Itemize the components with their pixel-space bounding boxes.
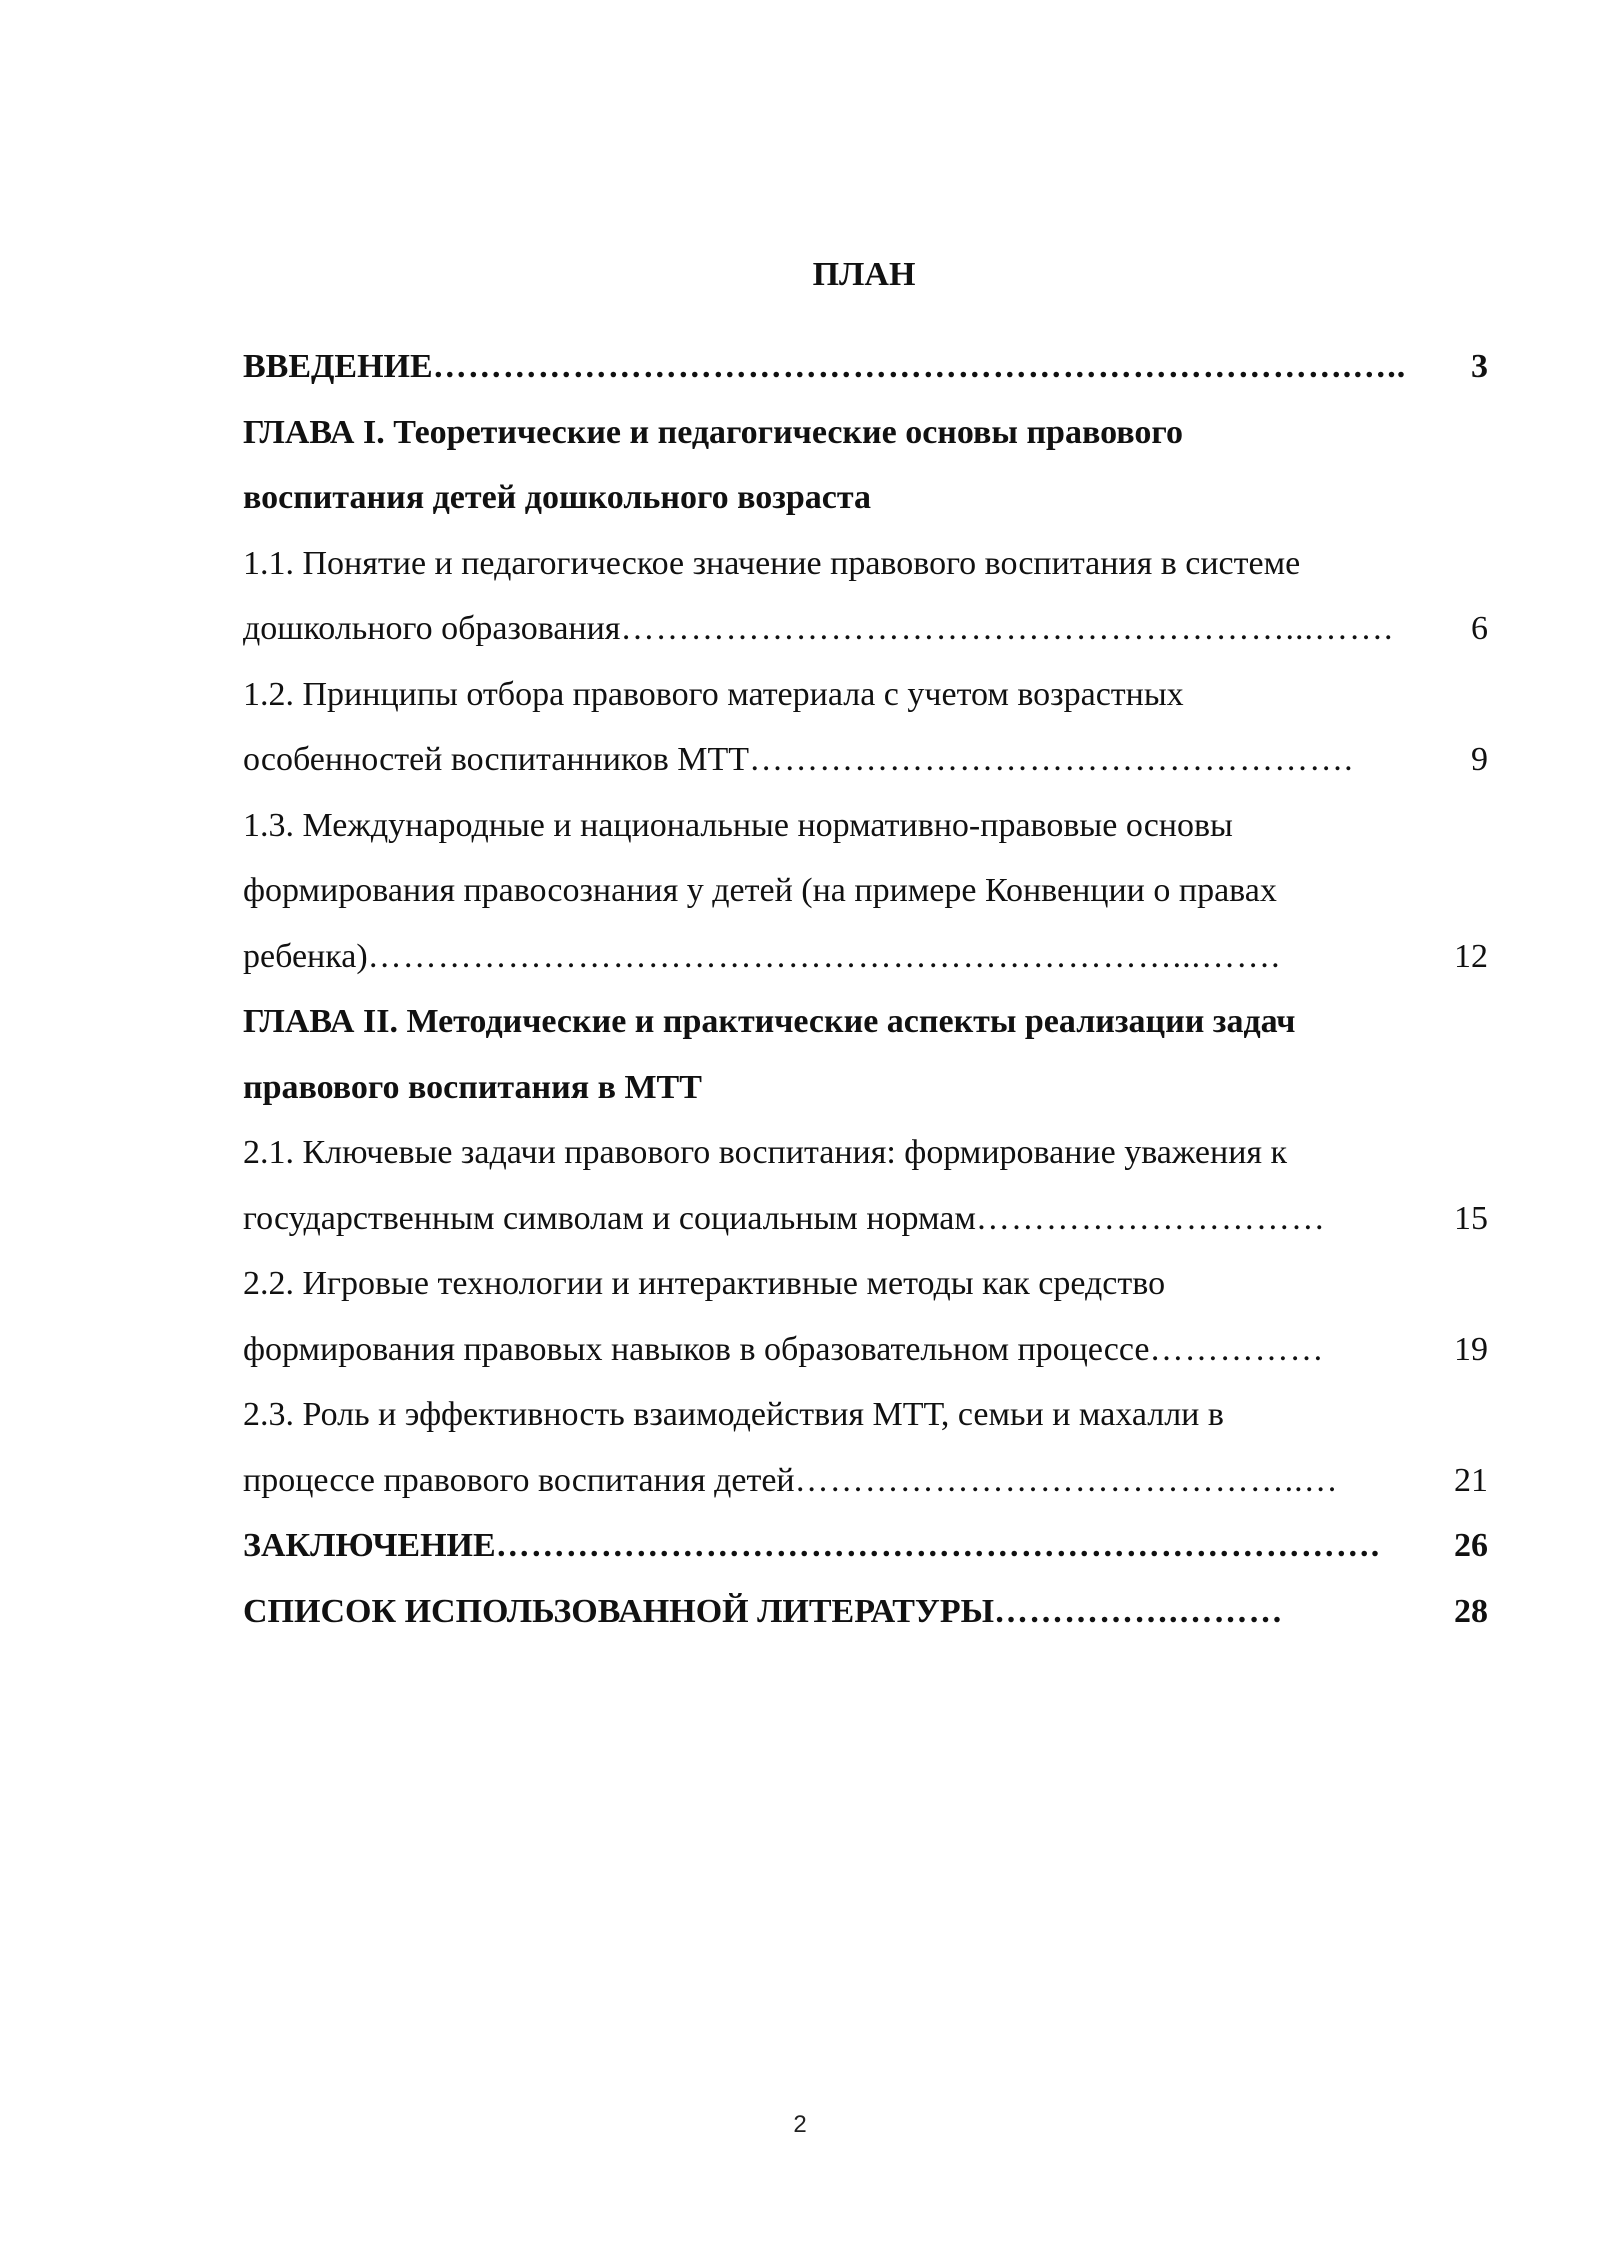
toc-page-number: 15: [1454, 1199, 1488, 1237]
toc-dot-leader: …………………………: [975, 1199, 1326, 1237]
toc-entry: [243, 1579, 1488, 1645]
toc-entry-last-line: [243, 1317, 1488, 1383]
toc-entry-last-line: [243, 1513, 1488, 1579]
toc-entry-title: дошкольного образования: [243, 610, 621, 647]
toc-entry-last-line: [243, 1448, 1488, 1514]
toc-page-number: 3: [1471, 348, 1488, 385]
toc-entry-line: формирования правосознания у детей (на примере Конвенции о правах: [243, 872, 1277, 909]
toc-entry-title: правового воспитания в МТТ: [243, 1068, 702, 1106]
toc-entry-title: государственным символам и социальным нормам: [243, 1199, 976, 1237]
toc-entry-title: процессе правового воспитания детей: [243, 1461, 795, 1499]
toc-dot-leader: …………………………………………………...…….: [620, 610, 1394, 647]
toc-page-number: 12: [1454, 937, 1488, 975]
toc-dot-leader: ………………………………………………………………….: [495, 1527, 1381, 1564]
toc-page-number: 26: [1454, 1527, 1488, 1564]
toc-entry-last-line: [243, 465, 1488, 531]
toc-entry-last-line: [243, 334, 1488, 400]
toc-entry-title: СПИСОК ИСПОЛЬЗОВАННОЙ ЛИТЕРАТУРЫ: [243, 1592, 994, 1630]
toc-dot-leader: ……………………………………………………………...…….: [367, 937, 1281, 975]
toc-entry-title: особенностей воспитанников МТТ: [243, 741, 750, 778]
toc-entry: [243, 1120, 1488, 1251]
toc-dot-leader: …………….………: [994, 1592, 1284, 1630]
toc-entry: [243, 334, 1488, 400]
toc-entry: [243, 400, 1488, 531]
toc-entry-last-line: [243, 1579, 1488, 1645]
toc-entry: [243, 662, 1488, 793]
toc-entry-line: 2.3. Роль и эффективность взаимодействия МТТ, семьи и махалли в: [243, 1396, 1224, 1433]
toc-entry-last-line: [243, 1186, 1488, 1252]
page-title: ПЛАН: [812, 256, 916, 293]
toc-page-number: 6: [1471, 610, 1488, 647]
page-number: 2: [793, 2111, 807, 2138]
toc-entry-line: ГЛАВА II. Методические и практические аспекты реализации задач: [243, 1003, 1296, 1040]
toc-page-number: 9: [1471, 741, 1488, 778]
toc-entry: [243, 1513, 1488, 1579]
toc-entry: [243, 1382, 1488, 1513]
toc-entry-line: 2.2. Игровые технологии и интерактивные методы как средство: [243, 1265, 1166, 1302]
toc-entry-title: ЗАКЛЮЧЕНИЕ: [243, 1527, 496, 1564]
toc-entry-last-line: [243, 727, 1488, 793]
toc-page-number: 28: [1454, 1592, 1488, 1630]
toc-entry-last-line: [243, 596, 1488, 662]
toc-entry-last-line: [243, 924, 1488, 990]
toc-entry-line: 1.3. Международные и национальные нормативно-правовые основы: [243, 806, 1233, 844]
toc-dot-leader: …………………………………………………………………….…..: [432, 348, 1407, 385]
toc-entry-line: ГЛАВА I. Теоретические и педагогические основы правового: [243, 413, 1183, 451]
toc-entry-line: 1.2. Принципы отбора правового материала с учетом возрастных: [243, 675, 1184, 713]
toc-dot-leader: ……………: [1149, 1330, 1325, 1368]
toc-entry-line: 2.1. Ключевые задачи правового воспитания: формирование уважения к: [243, 1134, 1288, 1171]
toc-entry-title: формирования правовых навыков в образовательном процессе: [243, 1330, 1150, 1368]
toc-entry-line: 1.1. Понятие и педагогическое значение правового воспитания в системе: [243, 544, 1301, 582]
toc-entry-title: ребенка): [243, 937, 368, 975]
toc-dot-leader: ……………………………………..…: [794, 1461, 1339, 1499]
toc-entry-last-line: [243, 1055, 1488, 1121]
toc-entry-title: воспитания детей дошкольного возраста: [243, 479, 872, 516]
toc-entry: [243, 989, 1488, 1120]
toc-page-number: 21: [1454, 1461, 1488, 1499]
toc-entry: [243, 793, 1488, 990]
toc-dot-leader: …………………………………………….: [749, 741, 1354, 778]
toc-entry: [243, 1251, 1488, 1382]
toc-page-number: 19: [1454, 1330, 1488, 1368]
toc-entry-title: ВВЕДЕНИЕ: [243, 348, 433, 385]
table-of-contents: [243, 334, 1488, 1644]
toc-entry: [243, 531, 1488, 662]
